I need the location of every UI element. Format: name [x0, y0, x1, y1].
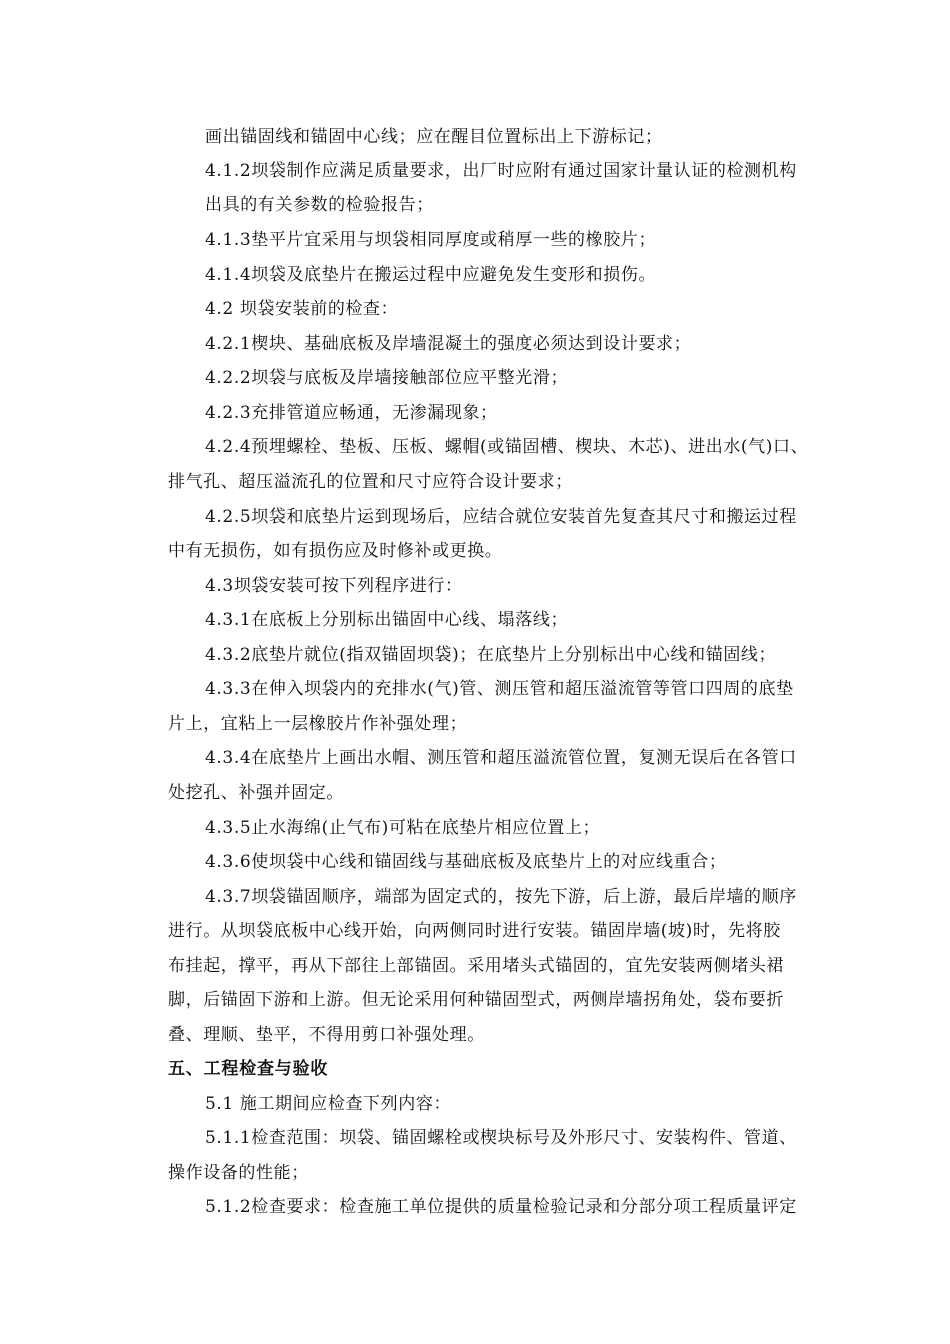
- text-line: 处挖孔、补强并固定。: [168, 783, 344, 803]
- text-line: 4.3.3在伸入坝袋内的充排水(气)管、测压管和超压溢流管等管口四周的底垫: [205, 679, 794, 699]
- text-line: 排气孔、超压溢流孔的位置和尺寸应符合设计要求；: [168, 472, 573, 492]
- text-line: 操作设备的性能；: [168, 1163, 309, 1183]
- text-line: 出具的有关参数的检验报告；: [205, 195, 434, 215]
- text-line: 片上，宜粘上一层橡胶片作补强处理；: [168, 714, 468, 734]
- section-heading: 4.2 坝袋安装前的检查：: [205, 299, 399, 319]
- text-line: 5.1.2检查要求：检查施工单位提供的质量检验记录和分部分项工程质量评定: [205, 1197, 797, 1217]
- text-line: 脚，后锚固下游和上游。但无论采用何种锚固型式，两侧岸墙拐角处，袋布要折: [168, 990, 784, 1010]
- text-line: 4.1.2坝袋制作应满足质量要求，出厂时应附有通过国家计量认证的检测机构: [205, 161, 797, 181]
- text-line: 中有无损伤，如有损伤应及时修补或更换。: [168, 541, 503, 561]
- text-line: 4.2.5坝袋和底垫片运到现场后，应结合就位安装首先复查其尺寸和搬运过程: [205, 507, 797, 527]
- chapter-heading: 五、工程检查与验收: [168, 1059, 329, 1079]
- text-line: 布挂起，撑平，再从下部往上部锚固。采用堵头式锚固的，宜先安装两侧堵头裙: [168, 956, 784, 976]
- text-line: 4.2.3充排管道应畅通，无渗漏现象；: [205, 403, 498, 423]
- text-line: 进行。从坝袋底板中心线开始，向两侧同时进行安装。锚固岸墙(坡)时，先将胶: [168, 921, 781, 941]
- section-heading: 4.3坝袋安装可按下列程序进行：: [205, 576, 463, 596]
- text-line: 5.1.1检查范围：坝袋、锚固螺栓或楔块标号及外形尺寸、安装构件、管道、: [205, 1128, 797, 1148]
- section-heading: 5.1 施工期间应检查下列内容：: [205, 1094, 452, 1114]
- text-line: 4.2.2坝袋与底板及岸墙接触部位应平整光滑；: [205, 368, 569, 388]
- text-line: 4.3.1在底板上分别标出锚固中心线、塌落线；: [205, 610, 569, 630]
- text-line: 4.1.3垫平片宜采用与坝袋相同厚度或稍厚一些的橡胶片；: [205, 230, 657, 250]
- text-line: 画出锚固线和锚固中心线；应在醒目位置标出上下游标记；: [205, 127, 663, 147]
- text-line: 4.2.1楔块、基础底板及岸墙混凝土的强度必须达到设计要求；: [205, 334, 692, 354]
- text-line: 叠、理顺、垫平，不得用剪口补强处理。: [168, 1025, 485, 1045]
- text-line: 4.3.2底垫片就位(指双锚固坝袋)；在底垫片上分别标出中心线和锚固线；: [205, 645, 777, 665]
- text-line: 4.3.6使坝袋中心线和锚固线与基础底板及底垫片上的对应线重合；: [205, 852, 727, 872]
- text-line: 4.3.5止水海绵(止气布)可粘在底垫片相应位置上；: [205, 818, 601, 838]
- text-line: 4.3.7坝袋锚固顺序，端部为固定式的，按先下游，后上游，最后岸墙的顺序: [205, 887, 797, 907]
- text-line: 4.3.4在底垫片上画出水帽、测压管和超压溢流管位置，复测无误后在各管口: [205, 748, 797, 768]
- text-line: 4.1.4坝袋及底垫片在搬运过程中应避免发生变形和损伤。: [205, 265, 657, 285]
- text-line: 4.2.4预埋螺栓、垫板、压板、螺帽(或锚固槽、楔块、木芯)、进出水(气)口、: [205, 437, 809, 457]
